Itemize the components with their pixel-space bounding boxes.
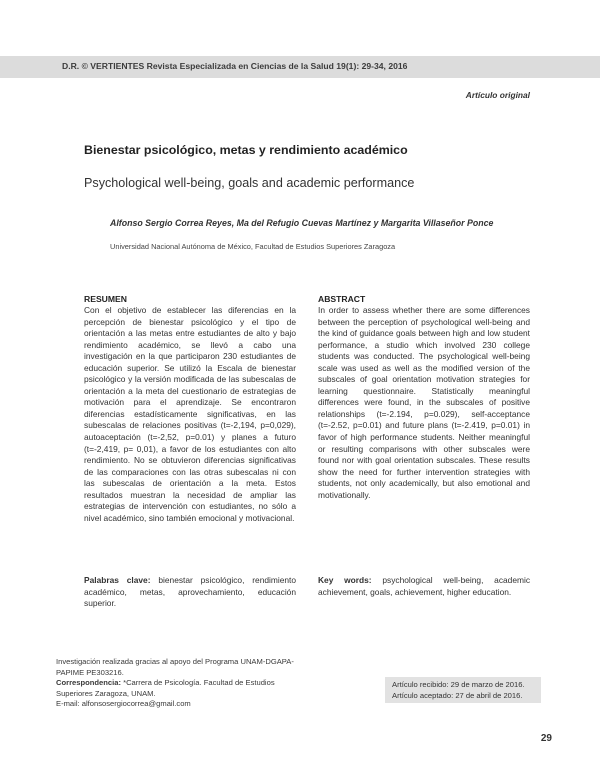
article-type-label: Artículo original — [465, 90, 530, 100]
palabras-clave-label: Palabras clave: — [84, 575, 151, 585]
abstract-section — [318, 294, 530, 501]
key-words-text: psychological well-being, academic achievement, goals, achievement, higher education. — [318, 575, 531, 597]
footnote — [56, 657, 306, 710]
resumen-section — [84, 294, 296, 524]
palabras-clave — [84, 575, 296, 610]
email-note: E-mail: alfonsosergiocorrea@gmail.com — [56, 699, 191, 709]
title-spanish: Bienestar psicológico, metas y rendimiento académico — [84, 143, 408, 157]
title-english: Psychological well-being, goals and academic performance — [84, 176, 415, 190]
resumen-body: Con el objetivo de establecer las diferencias en la percepción de bienestar psicológico y el tipo de orientación a las metas entre estudiantes de alto y bajo rendimiento académico, se llevó a cabo una investigación en la que participaron 230 estudiantes de educación superior. Se utilizó la Escala de bienestar psicológico y la versión modificada de las subescalas de orientación a la meta del cuestionario de estrategias de motivación para el aprendizaje. Se encontraron diferencias estadísticamente significativas, en las subescalas de relaciones positivas (t=-2,194, p=0,029), autoaceptación (t=-2,52, p=0.01) y planes a futuro (t=-2,419, p= 0,01), a favor de los estudiantes con alto rendimiento. No se obtuvieron diferencias significativas de las comparaciones con las otras subescalas ni con las subescalas de orientación a la meta. Estos resultados muestran la necesidad de ampliar las estrategias de intervención con estudiantes, no sólo a nivel académico, sino también emocional y motivacional. — [84, 305, 296, 523]
correspondence-label: Correspondencia: — [56, 678, 121, 688]
abstract-body: In order to assess whether there are some differences between the perception of psychological well-being and the kind of guidance goals between high and low student performance, a studio which involved 230 college students was conducted. The psychological well-being scale was used as well as the modified version of the subscales of goal orientation motivation strategies for learning questionnaire. Statistically meaningful differences were found, in the subscales of positive relationships (t=-2.194, p=0.029), self-acceptance (t=-2.52, p=0.01) and future plans (t=-2.419, p=0.01) in favor of high performance students. Neither meaningful or resulting comparisons with other subscales were found nor with goal orientation subscales. These results show the need for further intervention strategies with students, not only academically, but also emotional and motivationally. — [318, 305, 530, 500]
dates-text — [392, 680, 525, 702]
correspondence-text: *Carrera de Psicología. Facultad de Estudios Superiores Zaragoza, UNAM. — [56, 678, 275, 698]
correspondence-note — [56, 678, 306, 699]
received-date: Artículo recibido: 29 de marzo de 2016. — [392, 680, 525, 689]
resumen-heading: RESUMEN — [84, 294, 127, 304]
key-words-label: Key words: — [318, 575, 372, 585]
author-affiliation: Universidad Nacional Autónoma de México, Facultad de Estudios Superiores Zaragoza — [110, 242, 396, 251]
key-words — [318, 575, 530, 598]
funding-note: Investigación realizada gracias al apoyo del Programa UNAM-DGAPA-PAPIME PE303216. — [56, 657, 294, 677]
accepted-date: Artículo aceptado: 27 de abril de 2016. — [392, 690, 523, 700]
palabras-clave-text: bienestar psicológico, rendimiento académico, metas, aprovechamiento, educación superior. — [84, 575, 297, 609]
page-number: 29 — [540, 733, 552, 744]
author-list: Alfonso Sergio Correa Reyes, Ma del Refugio Cuevas Martínez y Margarita Villaseñor Ponce — [110, 218, 494, 228]
journal-citation: D.R. © VERTIENTES Revista Especializada en Ciencias de la Salud 19(1): 29-34, 2016 — [62, 61, 408, 71]
abstract-heading: ABSTRACT — [318, 294, 366, 304]
